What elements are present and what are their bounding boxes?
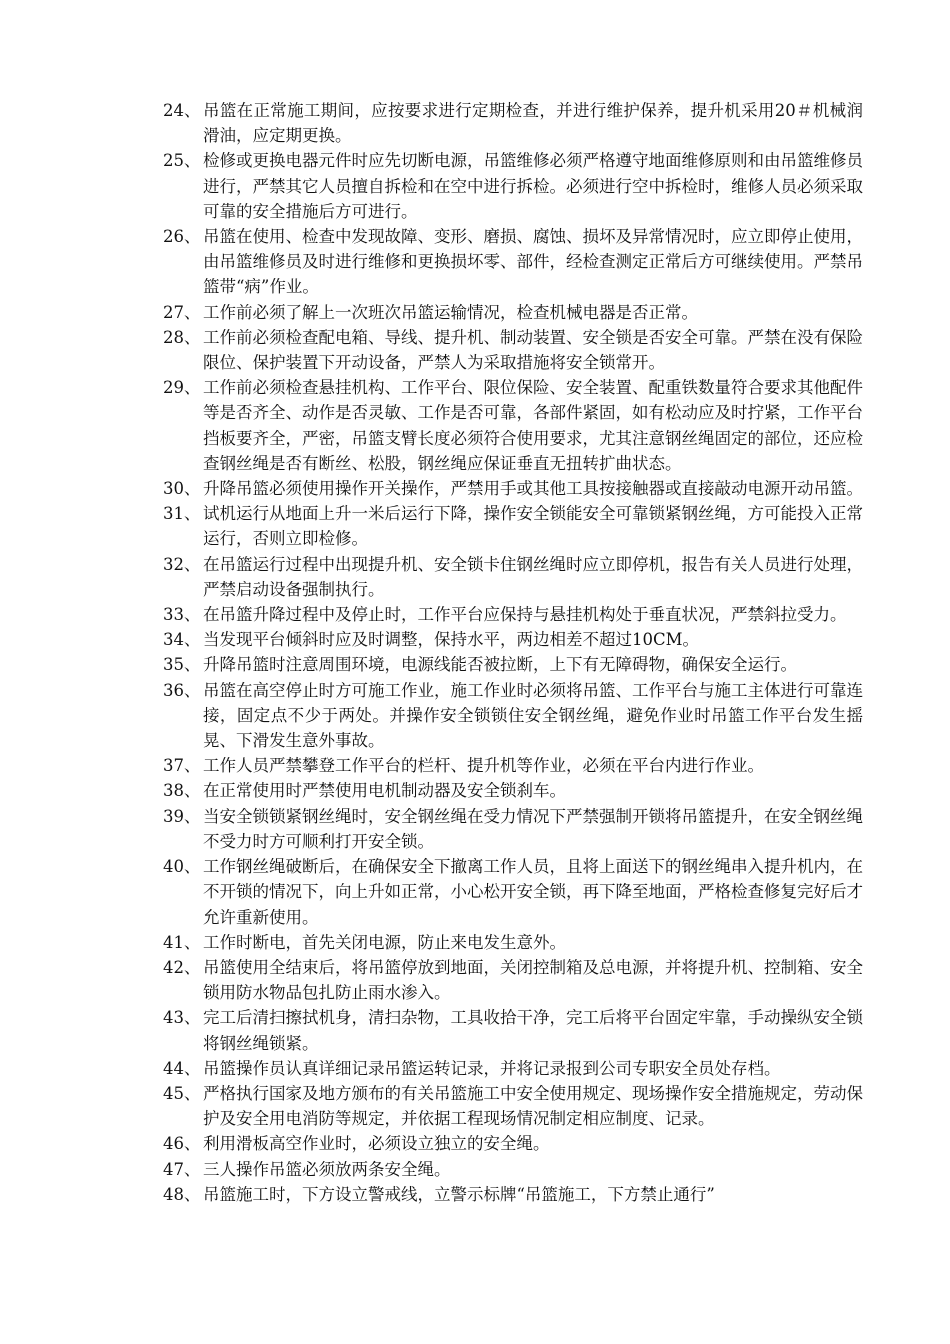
rule-text: 升降吊篮时注意周围环境，电源线能否被拉断，上下有无障碍物，确保安全运行。 [203, 655, 797, 675]
rule-item [163, 476, 863, 501]
rule-number: 24、 [163, 101, 201, 120]
rule-item [163, 148, 863, 224]
rule-number: 36、 [163, 680, 201, 700]
rule-text: 在吊篮运行过程中出现提升机、安全锁卡住钢丝绳时应立即停机，报告有关人员进行处理，严禁启动设备强制执行。 [203, 554, 863, 599]
rule-number: 47、 [163, 1159, 201, 1179]
rule-item [163, 627, 863, 652]
rule-item [163, 552, 863, 602]
rule-item [163, 1056, 863, 1081]
rule-item [163, 1005, 863, 1055]
rule-item [163, 1081, 863, 1131]
rule-number: 28、 [163, 327, 201, 347]
rule-number: 40、 [163, 857, 201, 877]
rule-text: 检修或更换电器元件时应先切断电源，吊篮维修必须严格遵守地面维修原则和由吊篮维修员进行，严禁其它人员擅自拆检和在空中进行拆检。必须进行空中拆检时，维修人员必须采取可靠的安全措施后方可进行。 [203, 151, 863, 221]
rule-item [163, 224, 863, 300]
safety-rules-list [163, 98, 863, 1207]
rule-number: 43、 [163, 1008, 201, 1028]
rule-number: 42、 [163, 957, 201, 977]
rule-text: 吊篮操作员认真详细记录吊篮运转记录，并将记录报到公司专职安全员处存档。 [203, 1058, 781, 1078]
rule-text: 工作前必须了解上一次班次吊篮运输情况，检查机械电器是否正常。 [203, 302, 698, 322]
rule-text: 工作前必须检查悬挂机构、工作平台、限位保险、安全装置、配重铁数量符合要求其他配件等是否齐全、动作是否灵敏、工作是否可靠，各部件紧固，如有松动应及时拧紧，工作平台挡板要齐全，严密，吊篮支臂长度必须符合使用要求，尤其注意钢丝绳固定的部位，还应检查钢丝绳是否有断丝、松股，钢丝绳应保证垂直无扭转扩曲状态。 [203, 378, 863, 473]
rule-item [163, 602, 863, 627]
rule-text: 工作人员严禁攀登工作平台的栏杆、提升机等作业，必须在平台内进行作业。 [203, 756, 764, 776]
rule-item [163, 1131, 863, 1156]
rule-item [163, 804, 863, 854]
rule-number: 46、 [163, 1134, 201, 1154]
rule-text: 在正常使用时严禁使用电机制动器及安全锁刹车。 [203, 781, 566, 801]
rule-text: 三人操作吊篮必须放两条安全绳。 [203, 1159, 451, 1179]
rule-item [163, 325, 863, 375]
rule-item [163, 652, 863, 677]
rule-number: 45、 [163, 1083, 201, 1103]
rule-item [163, 955, 863, 1005]
rule-text: 工作前必须检查配电箱、导线、提升机、制动装置、安全锁是否安全可靠。严禁在没有保险限位、保护装置下开动设备，严禁人为采取措施将安全锁常开。 [203, 327, 863, 373]
rule-item [163, 854, 863, 930]
rule-text: 吊篮在高空停止时方可施工作业，施工作业时必须将吊篮、工作平台与施工主体进行可靠连接，固定点不少于两处。并操作安全锁锁住安全钢丝绳，避免作业时吊篮工作平台发生摇晃、下滑发生意外事故。 [203, 680, 863, 751]
rule-number: 37、 [163, 756, 201, 776]
rule-text: 当安全锁锁紧钢丝绳时，安全钢丝绳在受力情况下严禁强制开锁将吊篮提升，在安全钢丝绳不受力时方可顺利打开安全锁。 [203, 806, 863, 851]
rule-item [163, 300, 863, 325]
rule-item [163, 501, 863, 551]
rule-number: 34、 [163, 630, 201, 650]
rule-item [163, 1157, 863, 1182]
rule-item [163, 375, 863, 476]
rule-text: 试机运行从地面上升一米后运行下降，操作安全锁能安全可靠锁紧钢丝绳，方可能投入正常运行，否则立即检修。 [203, 504, 863, 549]
rule-number: 25、 [163, 151, 201, 171]
rule-number: 48、 [163, 1184, 201, 1204]
rule-text: 吊篮在正常施工期间，应按要求进行定期检查，并进行维护保养，提升机采用20＃机械润滑油，应定期更换。 [203, 101, 863, 146]
rule-text: 吊篮施工时，下方设立警戒线，立警示标牌“吊篮施工，下方禁止通行” [203, 1184, 715, 1204]
rule-item [163, 1182, 863, 1207]
rule-item [163, 930, 863, 955]
rule-text: 完工后清扫擦拭机身，清扫杂物，工具收拾干净，完工后将平台固定牢靠，手动操纵安全锁将钢丝绳锁紧。 [203, 1008, 863, 1053]
rule-text: 利用滑板高空作业时，必须设立独立的安全绳。 [203, 1134, 550, 1154]
rule-number: 33、 [163, 605, 201, 625]
rule-number: 44、 [163, 1058, 201, 1078]
rule-number: 29、 [163, 378, 201, 398]
rule-text: 严格执行国家及地方颁布的有关吊篮施工中安全使用规定、现场操作安全措施规定，劳动保护及安全用电消防等规定，并依据工程现场情况制定相应制度、记录。 [203, 1083, 863, 1129]
rule-number: 31、 [163, 504, 201, 524]
rule-item [163, 753, 863, 778]
rule-number: 30、 [163, 479, 201, 499]
rule-item [163, 98, 863, 148]
rule-number: 32、 [163, 554, 201, 574]
rule-text: 工作时断电，首先关闭电源，防止来电发生意外。 [203, 932, 566, 952]
rule-number: 26、 [163, 227, 201, 247]
rule-number: 39、 [163, 806, 201, 826]
rule-number: 38、 [163, 781, 201, 801]
rule-number: 41、 [163, 932, 201, 952]
rule-text: 吊篮在使用、检查中发现故障、变形、磨损、腐蚀、损坏及异常情况时，应立即停止使用，由吊篮维修员及时进行维修和更换损坏零、部件，经检查测定正常后方可继续使用。严禁吊篮带“病”作业。 [203, 227, 863, 297]
rule-text: 吊篮使用全结束后，将吊篮停放到地面，关闭控制箱及总电源，并将提升机、控制箱、安全锁用防水物品包扎防止雨水渗入。 [203, 957, 863, 1003]
rule-item [163, 678, 863, 754]
rule-text: 工作钢丝绳破断后，在确保安全下撤离工作人员，且将上面送下的钢丝绳串入提升机内，在不开锁的情况下，向上升如正常，小心松开安全锁，再下降至地面，严格检查修复完好后才允许重新使用。 [203, 857, 863, 927]
rule-text: 升降吊篮必须使用操作开关操作，严禁用手或其他工具按接触器或直接敲动电源开动吊篮。 [203, 479, 863, 499]
rule-item [163, 778, 863, 803]
rule-number: 35、 [163, 655, 201, 675]
rule-text: 当发现平台倾斜时应及时调整，保持水平，两边相差不超过10CM。 [203, 630, 700, 650]
rule-text: 在吊篮升降过程中及停止时，工作平台应保持与悬挂机构处于垂直状况，严禁斜拉受力。 [203, 605, 847, 625]
rule-number: 27、 [163, 302, 201, 322]
